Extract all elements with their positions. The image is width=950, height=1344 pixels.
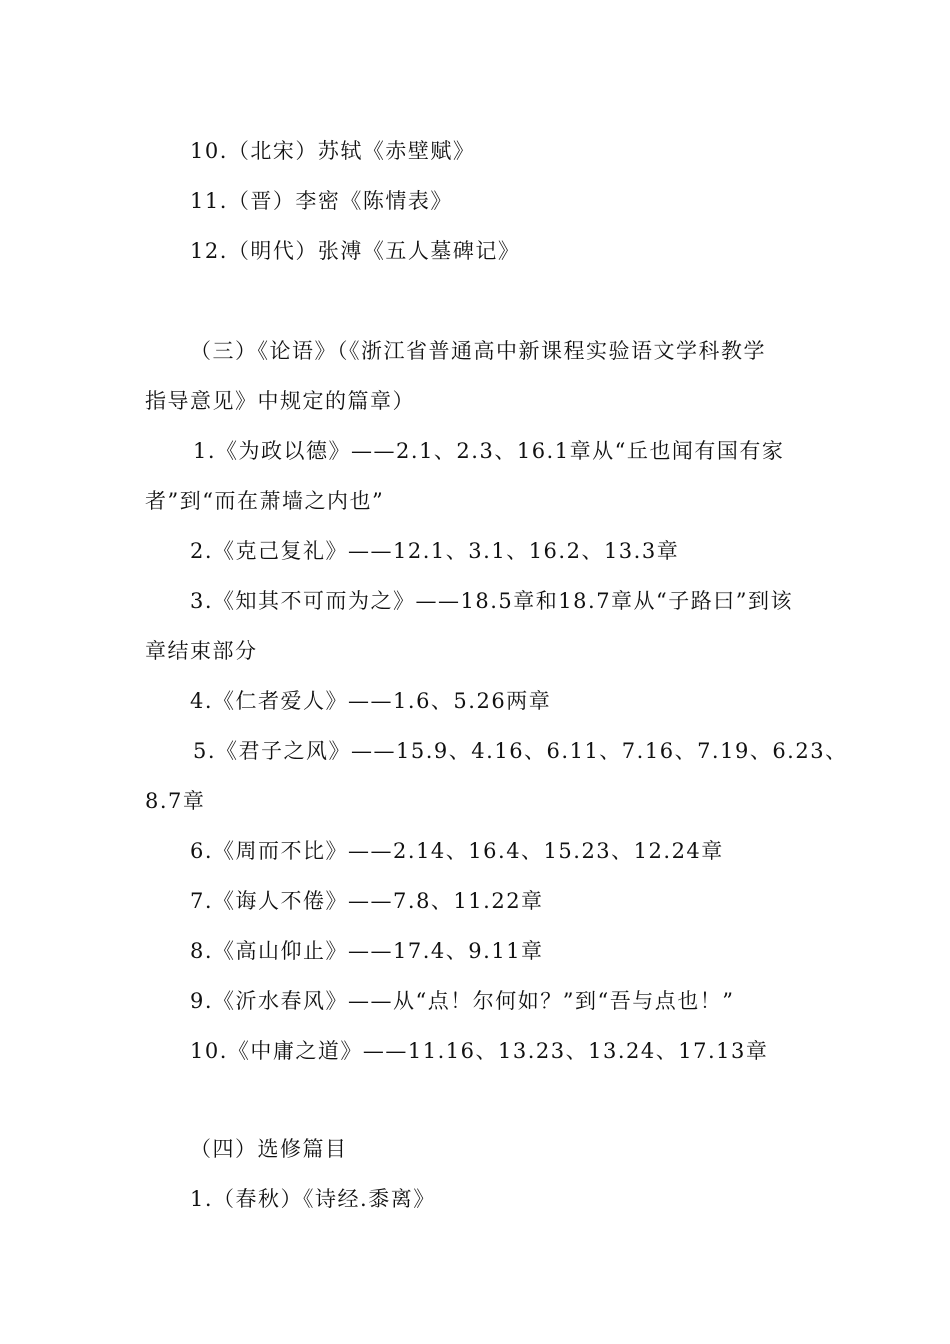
section-heading-continuation: 指导意见》中规定的篇章） [145,389,415,413]
list-item: 1.（春秋）《诗经.黍离》 [190,1187,436,1211]
list-item: 5.《君子之风》——15.9、4.16、6.11、7.16、7.19、6.23、 [193,739,848,763]
list-item: 10.《中庸之道》——11.16、13.23、13.24、17.13章 [190,1039,769,1063]
list-item: 2.《克己复礼》——12.1、3.1、16.2、13.3章 [190,539,680,563]
list-item: 8.《高山仰止》——17.4、9.11章 [190,939,544,963]
list-item: 7.《诲人不倦》——7.8、11.22章 [190,889,544,913]
list-item: 1.《为政以德》——2.1、2.3、16.1章从“丘也闻有国有家 [193,439,785,463]
list-item-continuation: 8.7章 [145,789,206,813]
list-item: 10.（北宋）苏轼《赤壁赋》 [190,139,476,163]
section-heading: （四）选修篇目 [190,1137,348,1161]
list-item: 9.《沂水春风》——从“点！尔何如？”到“吾与点也！” [190,989,735,1013]
list-item: 3.《知其不可而为之》——18.5章和18.7章从“子路曰”到该 [190,589,794,613]
list-item: 6.《周而不比》——2.14、16.4、15.23、12.24章 [190,839,724,863]
list-item: 12.（明代）张溥《五人墓碑记》 [190,239,521,263]
section-heading: （三）《论语》（《浙江省普通高中新课程实验语文学科教学 [190,339,766,363]
list-item-continuation: 章结束部分 [145,639,258,663]
list-item: 11.（晋）李密《陈情表》 [190,189,453,213]
list-item: 4.《仁者爱人》——1.6、5.26两章 [190,689,552,713]
list-item-continuation: 者”到“而在萧墙之内也” [145,489,385,513]
